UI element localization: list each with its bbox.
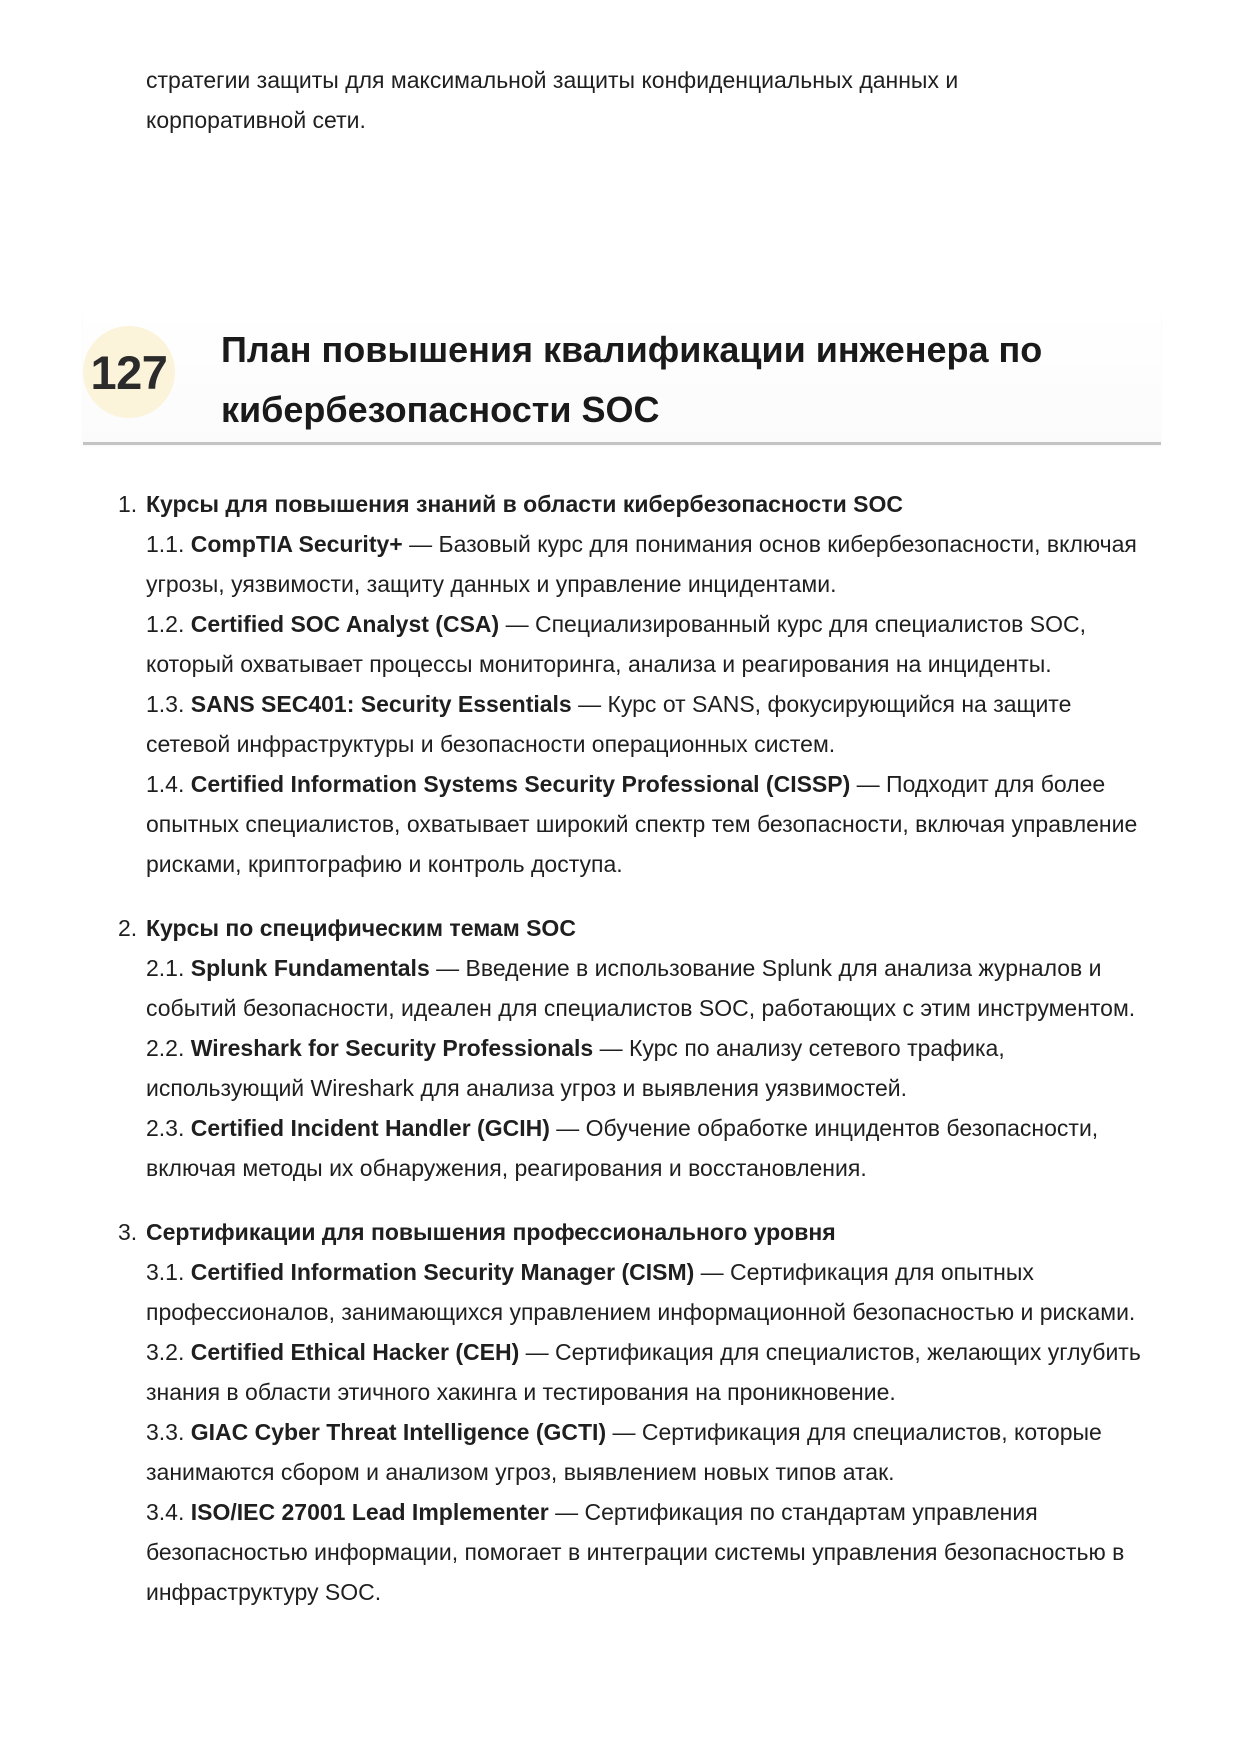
list-item — [118, 1028, 1158, 1108]
group-heading — [118, 1212, 1158, 1252]
item-number: 2.1. — [146, 955, 185, 981]
item-number: 1.3. — [146, 691, 185, 717]
item-description: — Курс по анализу сетевого трафика, использующий Wireshark для анализа угроз и выявления уязвимостей. — [146, 1035, 1005, 1101]
item-number: 3.2. — [146, 1339, 185, 1365]
list-item — [118, 764, 1158, 884]
item-number: 3.1. — [146, 1259, 185, 1285]
item-name: Certified Incident Handler (GCIH) — [190, 1115, 550, 1141]
item-description: — Специализированный курс для специалистов SOC, который охватывает процессы мониторинга, анализа и реагирования на инциденты. — [146, 611, 1086, 677]
item-description: — Сертификация для опытных профессионалов, занимающихся управлением информационной безопасностью и рисками. — [146, 1259, 1136, 1325]
item-number: 3.4. — [146, 1499, 185, 1525]
group-title: Курсы по специфическим темам SOC — [146, 915, 576, 941]
item-description: — Введение в использование Splunk для анализа журналов и событий безопасности, идеален для специалистов SOC, работающих с этим инструментом. — [146, 955, 1136, 1021]
list-item — [118, 1252, 1158, 1332]
item-description: — Базовый курс для понимания основ кибербезопасности, включая угрозы, уязвимости, защиту данных и управление инцидентами. — [146, 531, 1137, 597]
item-name: Certified SOC Analyst (CSA) — [190, 611, 500, 637]
item-name: Certified Information Systems Security Professional (CISSP) — [190, 771, 851, 797]
section-content — [118, 484, 1158, 1636]
item-number: 2.3. — [146, 1115, 185, 1141]
section-number-badge: 127 — [83, 326, 175, 418]
list-item — [118, 1492, 1158, 1612]
item-number: 1.2. — [146, 611, 185, 637]
item-name: GIAC Cyber Threat Intelligence (GCTI) — [190, 1419, 607, 1445]
list-item — [118, 524, 1158, 604]
item-name: Wireshark for Security Professionals — [190, 1035, 594, 1061]
item-description: — Сертификация для специалистов, которые занимаются сбором и анализом угроз, выявлением новых типов атак. — [146, 1419, 1102, 1485]
item-number: 1.1. — [146, 531, 185, 557]
item-name: ISO/IEC 27001 Lead Implementer — [190, 1499, 549, 1525]
item-name: Certified Ethical Hacker (CEH) — [190, 1339, 520, 1365]
section-title: План повышения квалификации инженера по кибербезопасности SOC — [221, 329, 1043, 430]
item-description: — Подходит для более опытных специалистов, охватывает широкий спектр тем безопасности, включая управление рисками, криптографию и контроль доступа. — [146, 771, 1138, 877]
group-title: Курсы для повышения знаний в области кибербезопасности SOC — [146, 491, 903, 517]
group-number: 2. — [118, 915, 138, 941]
list-item — [118, 684, 1158, 764]
list-item — [118, 948, 1158, 1028]
group-number: 1. — [118, 491, 138, 517]
list-item — [118, 604, 1158, 684]
list-item — [118, 1412, 1158, 1492]
list-item — [118, 1108, 1158, 1188]
intro-line-2: корпоративной сети. — [146, 107, 366, 133]
item-number: 3.3. — [146, 1419, 185, 1445]
item-name: SANS SEC401: Security Essentials — [190, 691, 572, 717]
list-group — [118, 484, 1158, 884]
item-description: — Сертификация для специалистов, желающих углубить знания в области этичного хакинга и тестирования на проникновение. — [146, 1339, 1141, 1405]
item-description: — Курс от SANS, фокусирующийся на защите сетевой инфраструктуры и безопасности операционных систем. — [146, 691, 1072, 757]
group-title: Сертификации для повышения профессионального уровня — [146, 1219, 836, 1245]
list-group — [118, 908, 1158, 1188]
item-name: Splunk Fundamentals — [190, 955, 430, 981]
item-description: — Обучение обработке инцидентов безопасности, включая методы их обнаружения, реагирования и восстановления. — [146, 1115, 1099, 1181]
group-heading — [118, 484, 1158, 524]
section-header — [83, 312, 1161, 445]
item-description: — Сертификация по стандартам управления безопасностью информации, помогает в интеграции системы управления безопасностью в инфраструктуру SOC. — [146, 1499, 1125, 1605]
group-number: 3. — [118, 1219, 138, 1245]
list-group — [118, 1212, 1158, 1612]
list-item — [118, 1332, 1158, 1412]
item-name: Certified Information Security Manager (CISM) — [190, 1259, 695, 1285]
item-number: 2.2. — [146, 1035, 185, 1061]
item-name: CompTIA Security+ — [190, 531, 403, 557]
intro-line-1: стратегии защиты для максимальной защиты конфиденциальных данных и — [146, 67, 959, 93]
item-number: 1.4. — [146, 771, 185, 797]
intro-paragraph — [146, 60, 1146, 140]
group-heading — [118, 908, 1158, 948]
